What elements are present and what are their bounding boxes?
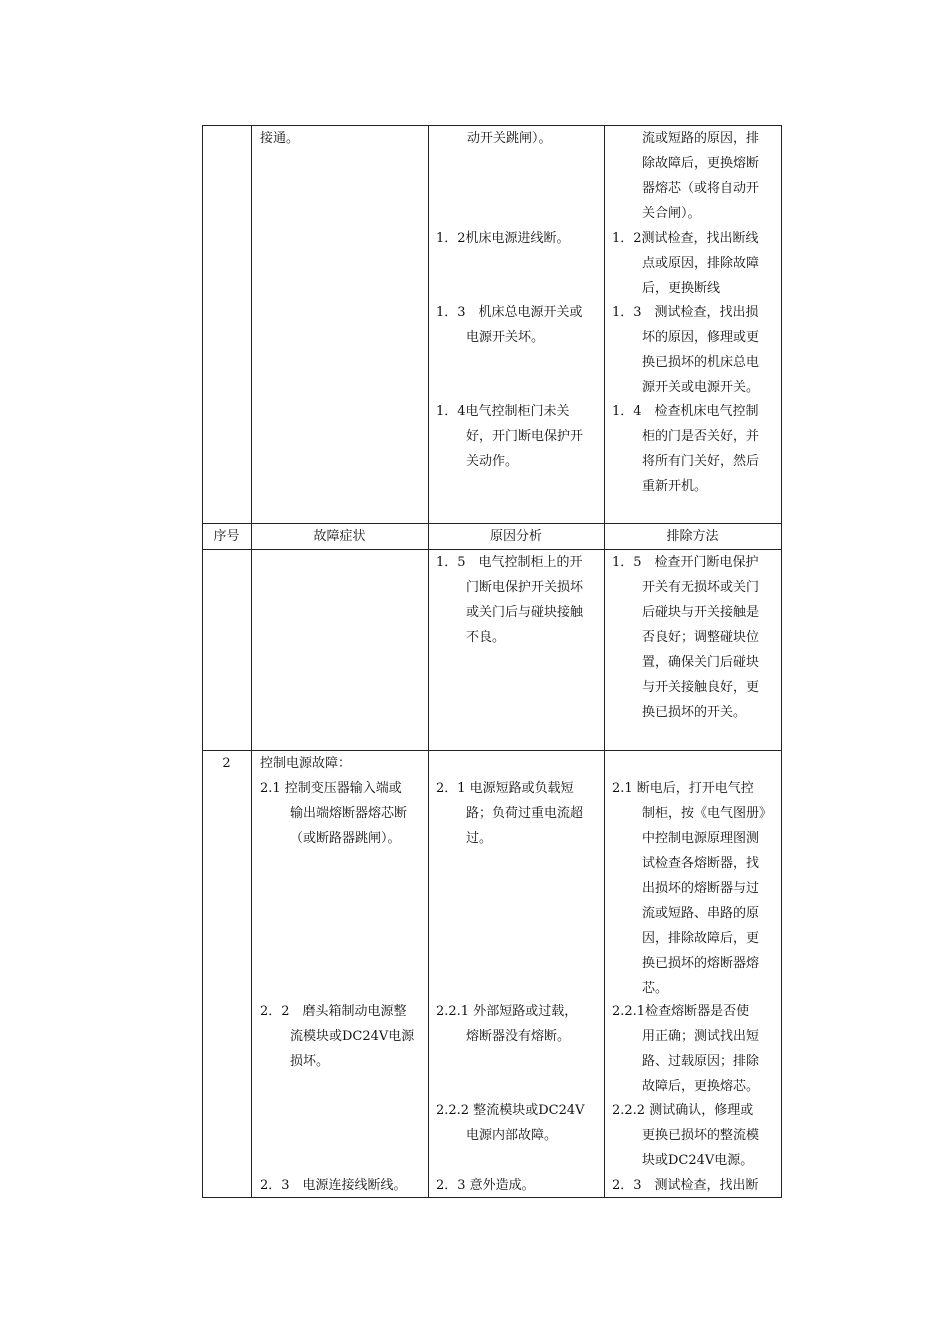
row-2-title: 控制电源故障： bbox=[260, 756, 352, 771]
symptom-2-1: 2.1 控制变压器输入端或 输出端熔断器熔芯断 （或断路器跳闸）。 bbox=[260, 781, 408, 846]
cause-1-3: 1．3 机床总电源开关或 电源开关坏。 bbox=[436, 305, 583, 345]
symptom-2-3: 2．3 电源连接线断线。 bbox=[260, 1178, 407, 1193]
header-method: 排除方法 bbox=[666, 529, 719, 544]
cause-2-2-1: 2.2.1 外部短路或过载， 熔断器没有熔断。 bbox=[436, 1004, 578, 1044]
cause-2-1: 2．1 电源短路或负载短 路；负荷过重电流超 过。 bbox=[436, 781, 584, 846]
method-2-3: 2．3 测试检查，找出断 bbox=[612, 1178, 759, 1193]
method-1-2: 1．2测试检查，找出断线 点或原因，排除故障 后，更换断线 bbox=[612, 231, 760, 296]
method-2-2-1: 2.2.1检查熔断器是否使 用正确；测试找出短 路、过载原因；排除 故障后，更换熔芯。 bbox=[612, 1004, 760, 1094]
cause-1-2: 1．2机床电源进线断。 bbox=[436, 231, 570, 246]
table-border-right bbox=[781, 126, 782, 1197]
cause-1-1-continued: 动开关跳闸）。 bbox=[467, 131, 552, 146]
cause-2-3: 2．3 意外造成。 bbox=[436, 1178, 535, 1193]
method-1-4: 1．4 检查机床电气控制 柜的门是否关好，并 将所有门关好，然后 重新开机。 bbox=[612, 404, 760, 494]
symptom-continued: 接通。 bbox=[260, 131, 300, 146]
method-1-3: 1．3 测试检查，找出损 坏的原因，修理或更 换已损坏的机床总电 源开关或电源开关。 bbox=[612, 305, 760, 395]
cause-2-2-2: 2.2.2 整流模块或DC24V 电源内部故障。 bbox=[436, 1103, 585, 1143]
method-1-5: 1．5 检查开门断电保护 开关有无损坏或关门 后碰块与开关接触是 否良好；调整碰块位 置，确保关门后碰块 与开关接触良好，更 换已损坏的开关。 bbox=[612, 555, 760, 720]
cause-1-4: 1．4电气控制柜门未关 好，开门断电保护开 关动作。 bbox=[436, 404, 584, 469]
cause-1-5: 1．5 电气控制柜上的开 门断电保护开关损坏 或关门后与碰块接触 不良。 bbox=[436, 555, 584, 645]
column-divider bbox=[604, 126, 605, 1197]
method-2-2-2: 2.2.2 测试确认，修理或 更换已损坏的整流模 块或DC24V电源。 bbox=[612, 1103, 760, 1168]
method-2-1: 2.1 断电后，打开电气控 制柜，按《电气图册》 中控制电源原理图测 试检查各熔断器，找 出损坏的熔断器与过 流或短路、串路的原 因，排除故障后，更 换已损坏的熔断器熔 芯。 bbox=[612, 781, 773, 996]
table-border-left bbox=[202, 126, 203, 1197]
symptom-2-2: 2．2 磨头箱制动电源整 流模块或DC24V电源 损坏。 bbox=[260, 1004, 415, 1069]
column-divider bbox=[251, 126, 252, 1197]
header-symptom: 故障症状 bbox=[313, 529, 366, 544]
header-no: 序号 bbox=[213, 529, 240, 544]
header-cause: 原因分析 bbox=[489, 529, 542, 544]
column-divider bbox=[428, 126, 429, 1197]
fault-table bbox=[202, 125, 782, 1198]
method-1-1-continued: 流或短路的原因，排 除故障后，更换熔断 器熔芯（或将自动开 关合闸）。 bbox=[642, 131, 760, 221]
row-2-number: 2 bbox=[222, 756, 231, 771]
